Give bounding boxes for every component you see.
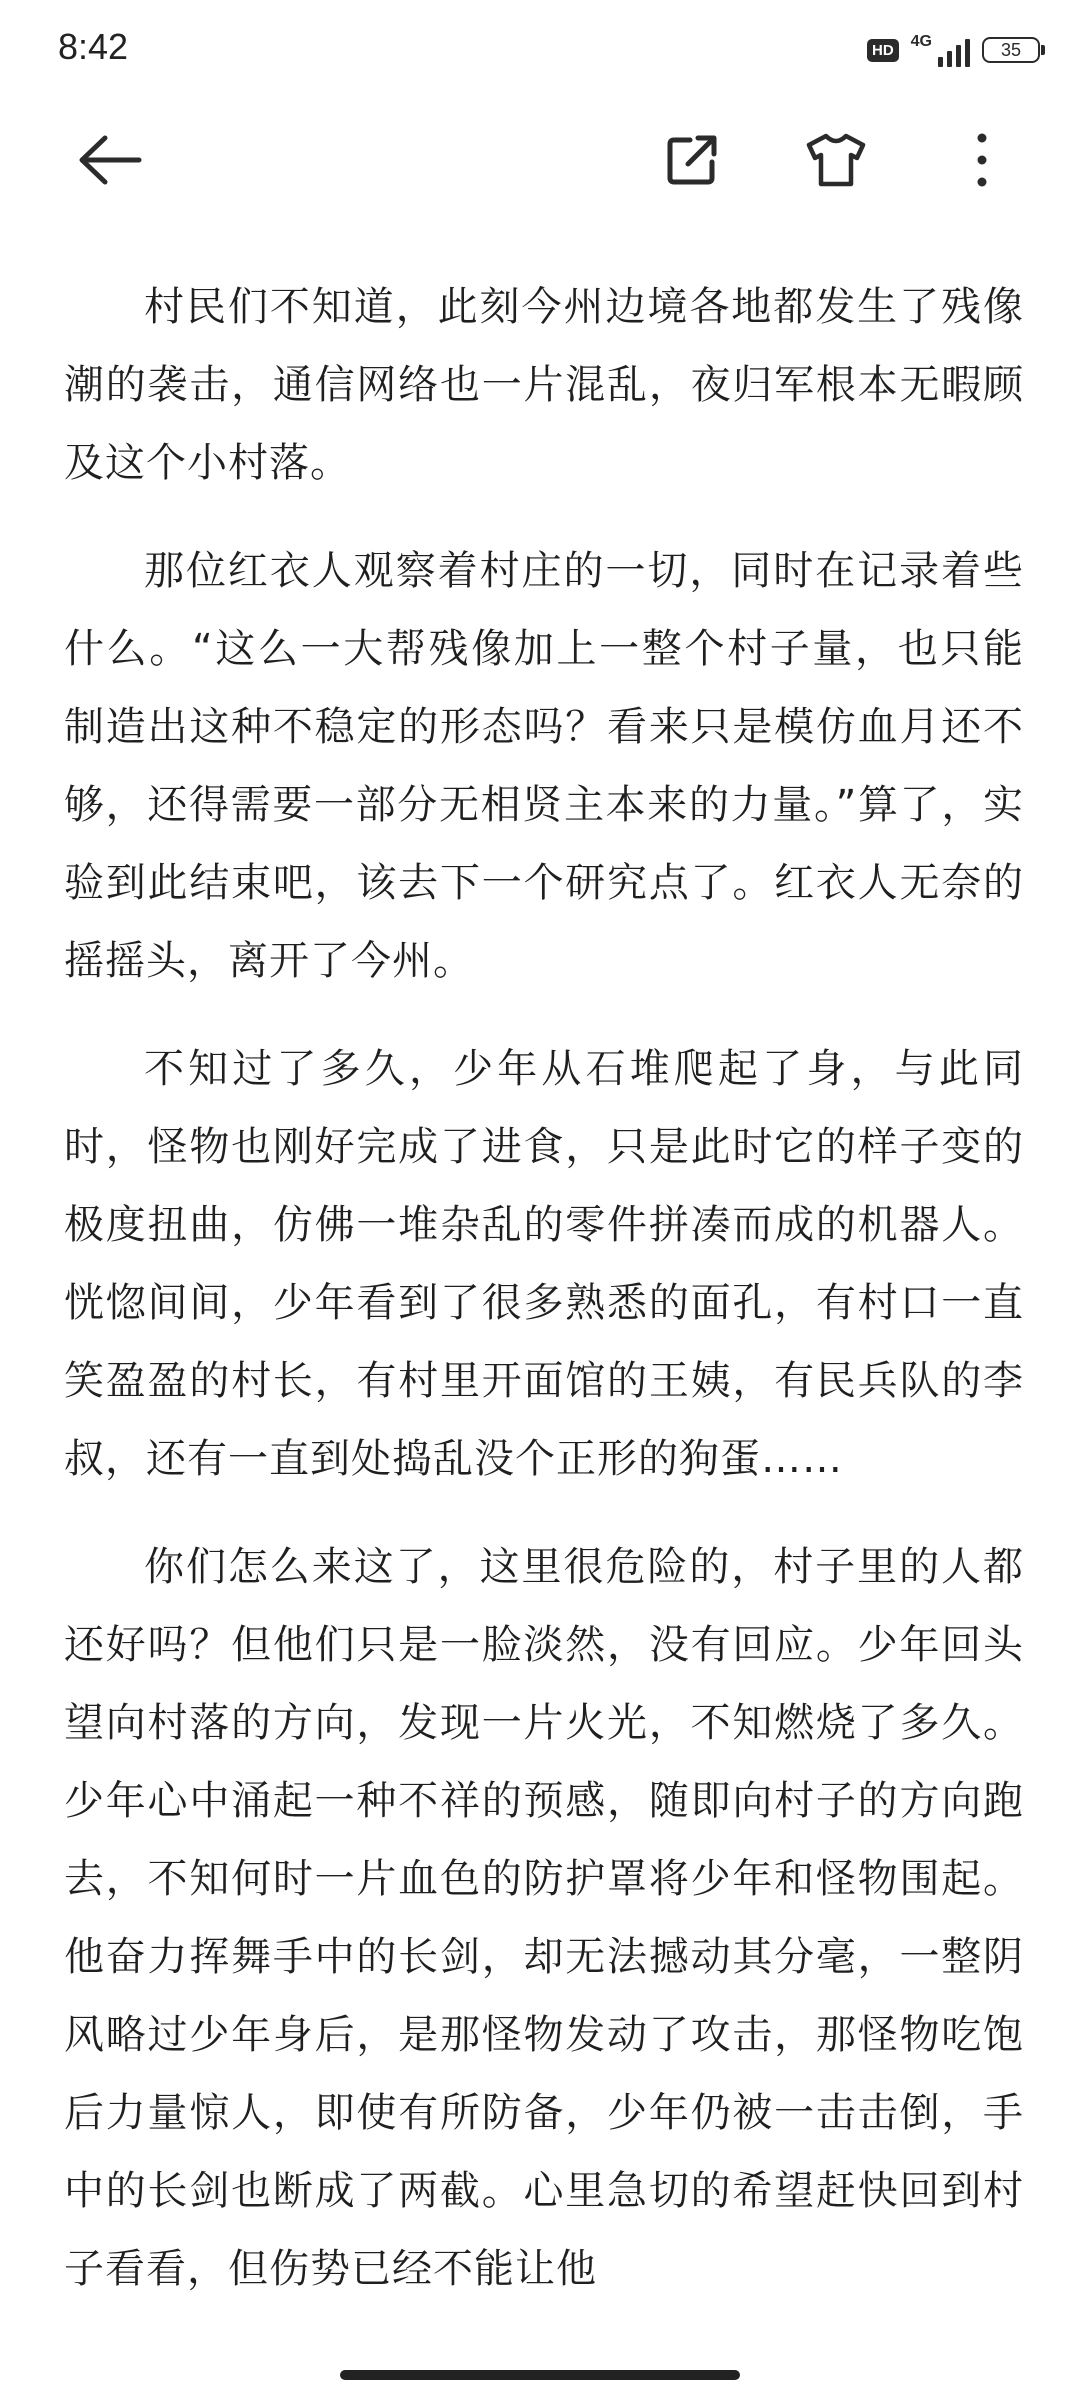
article-paragraph: 那位红衣人观察着村庄的一切，同时在记录着些什么。“这么一大帮残像加上一整个村子量，也只能制造出这种不稳定的形态吗？看来只是模仿血月还不够，还得需要一部分无相贤主本来的力量。”算了，实验到此结束吧，该去下一个研究点了。红衣人无奈的摇摇头，离开了今州。 [64, 548, 1024, 984]
status-time: 8:42 [58, 26, 129, 67]
share-icon [664, 132, 720, 188]
signal-icon [911, 33, 970, 67]
more-button[interactable] [944, 122, 1020, 198]
hd-badge: HD [867, 39, 899, 62]
share-button[interactable] [654, 122, 730, 198]
theme-button[interactable] [798, 122, 874, 198]
more-vertical-icon [974, 132, 990, 188]
status-bar [0, 0, 1080, 100]
article-body [64, 268, 1024, 2338]
battery-icon [982, 37, 1040, 63]
back-button[interactable] [72, 122, 148, 198]
network-type-label: 4G [910, 33, 932, 50]
top-toolbar [0, 100, 1080, 220]
signal-bar [938, 57, 943, 67]
t-shirt-icon [805, 132, 867, 188]
signal-bar [965, 39, 970, 67]
article-paragraph: 村民们不知道，此刻今州边境各地都发生了残像潮的袭击，通信网络也一片混乱，夜归军根本无暇顾及这个小村落。 [64, 284, 1024, 486]
article-paragraph: 不知过了多久，少年从石堆爬起了身，与此同时，怪物也刚好完成了进食，只是此时它的样子变的极度扭曲，仿佛一堆杂乱的零件拼凑而成的机器人。恍惚间间，少年看到了很多熟悉的面孔，有村口一直笑盈盈的村长，有村里开面馆的王姨，有民兵队的李叔，还有一直到处捣乱没个正形的狗蛋…… [64, 1046, 1024, 1482]
home-indicator[interactable] [340, 2370, 740, 2380]
signal-bar [947, 51, 952, 67]
signal-bar [956, 45, 961, 67]
status-indicators [867, 30, 1040, 70]
battery-level: 35 [1000, 39, 1022, 60]
back-arrow-icon [77, 135, 143, 185]
article-paragraph: 你们怎么来这了，这里很危险的，村子里的人都还好吗？但他们只是一脸淡然，没有回应。少年回头望向村落的方向，发现一片火光，不知燃烧了多久。少年心中涌起一种不祥的预感，随即向村子的方向跑去，不知何时一片血色的防护罩将少年和怪物围起。他奋力挥舞手中的长剑，却无法撼动其分毫，一整阴风略过少年身后，是那怪物发动了攻击，那怪物吃饱后力量惊人，即使有所防备，少年仍被一击击倒，手中的长剑也断成了两截。心里急切的希望赶快回到村子看看，但伤势已经不能让他 [64, 1544, 1024, 2292]
